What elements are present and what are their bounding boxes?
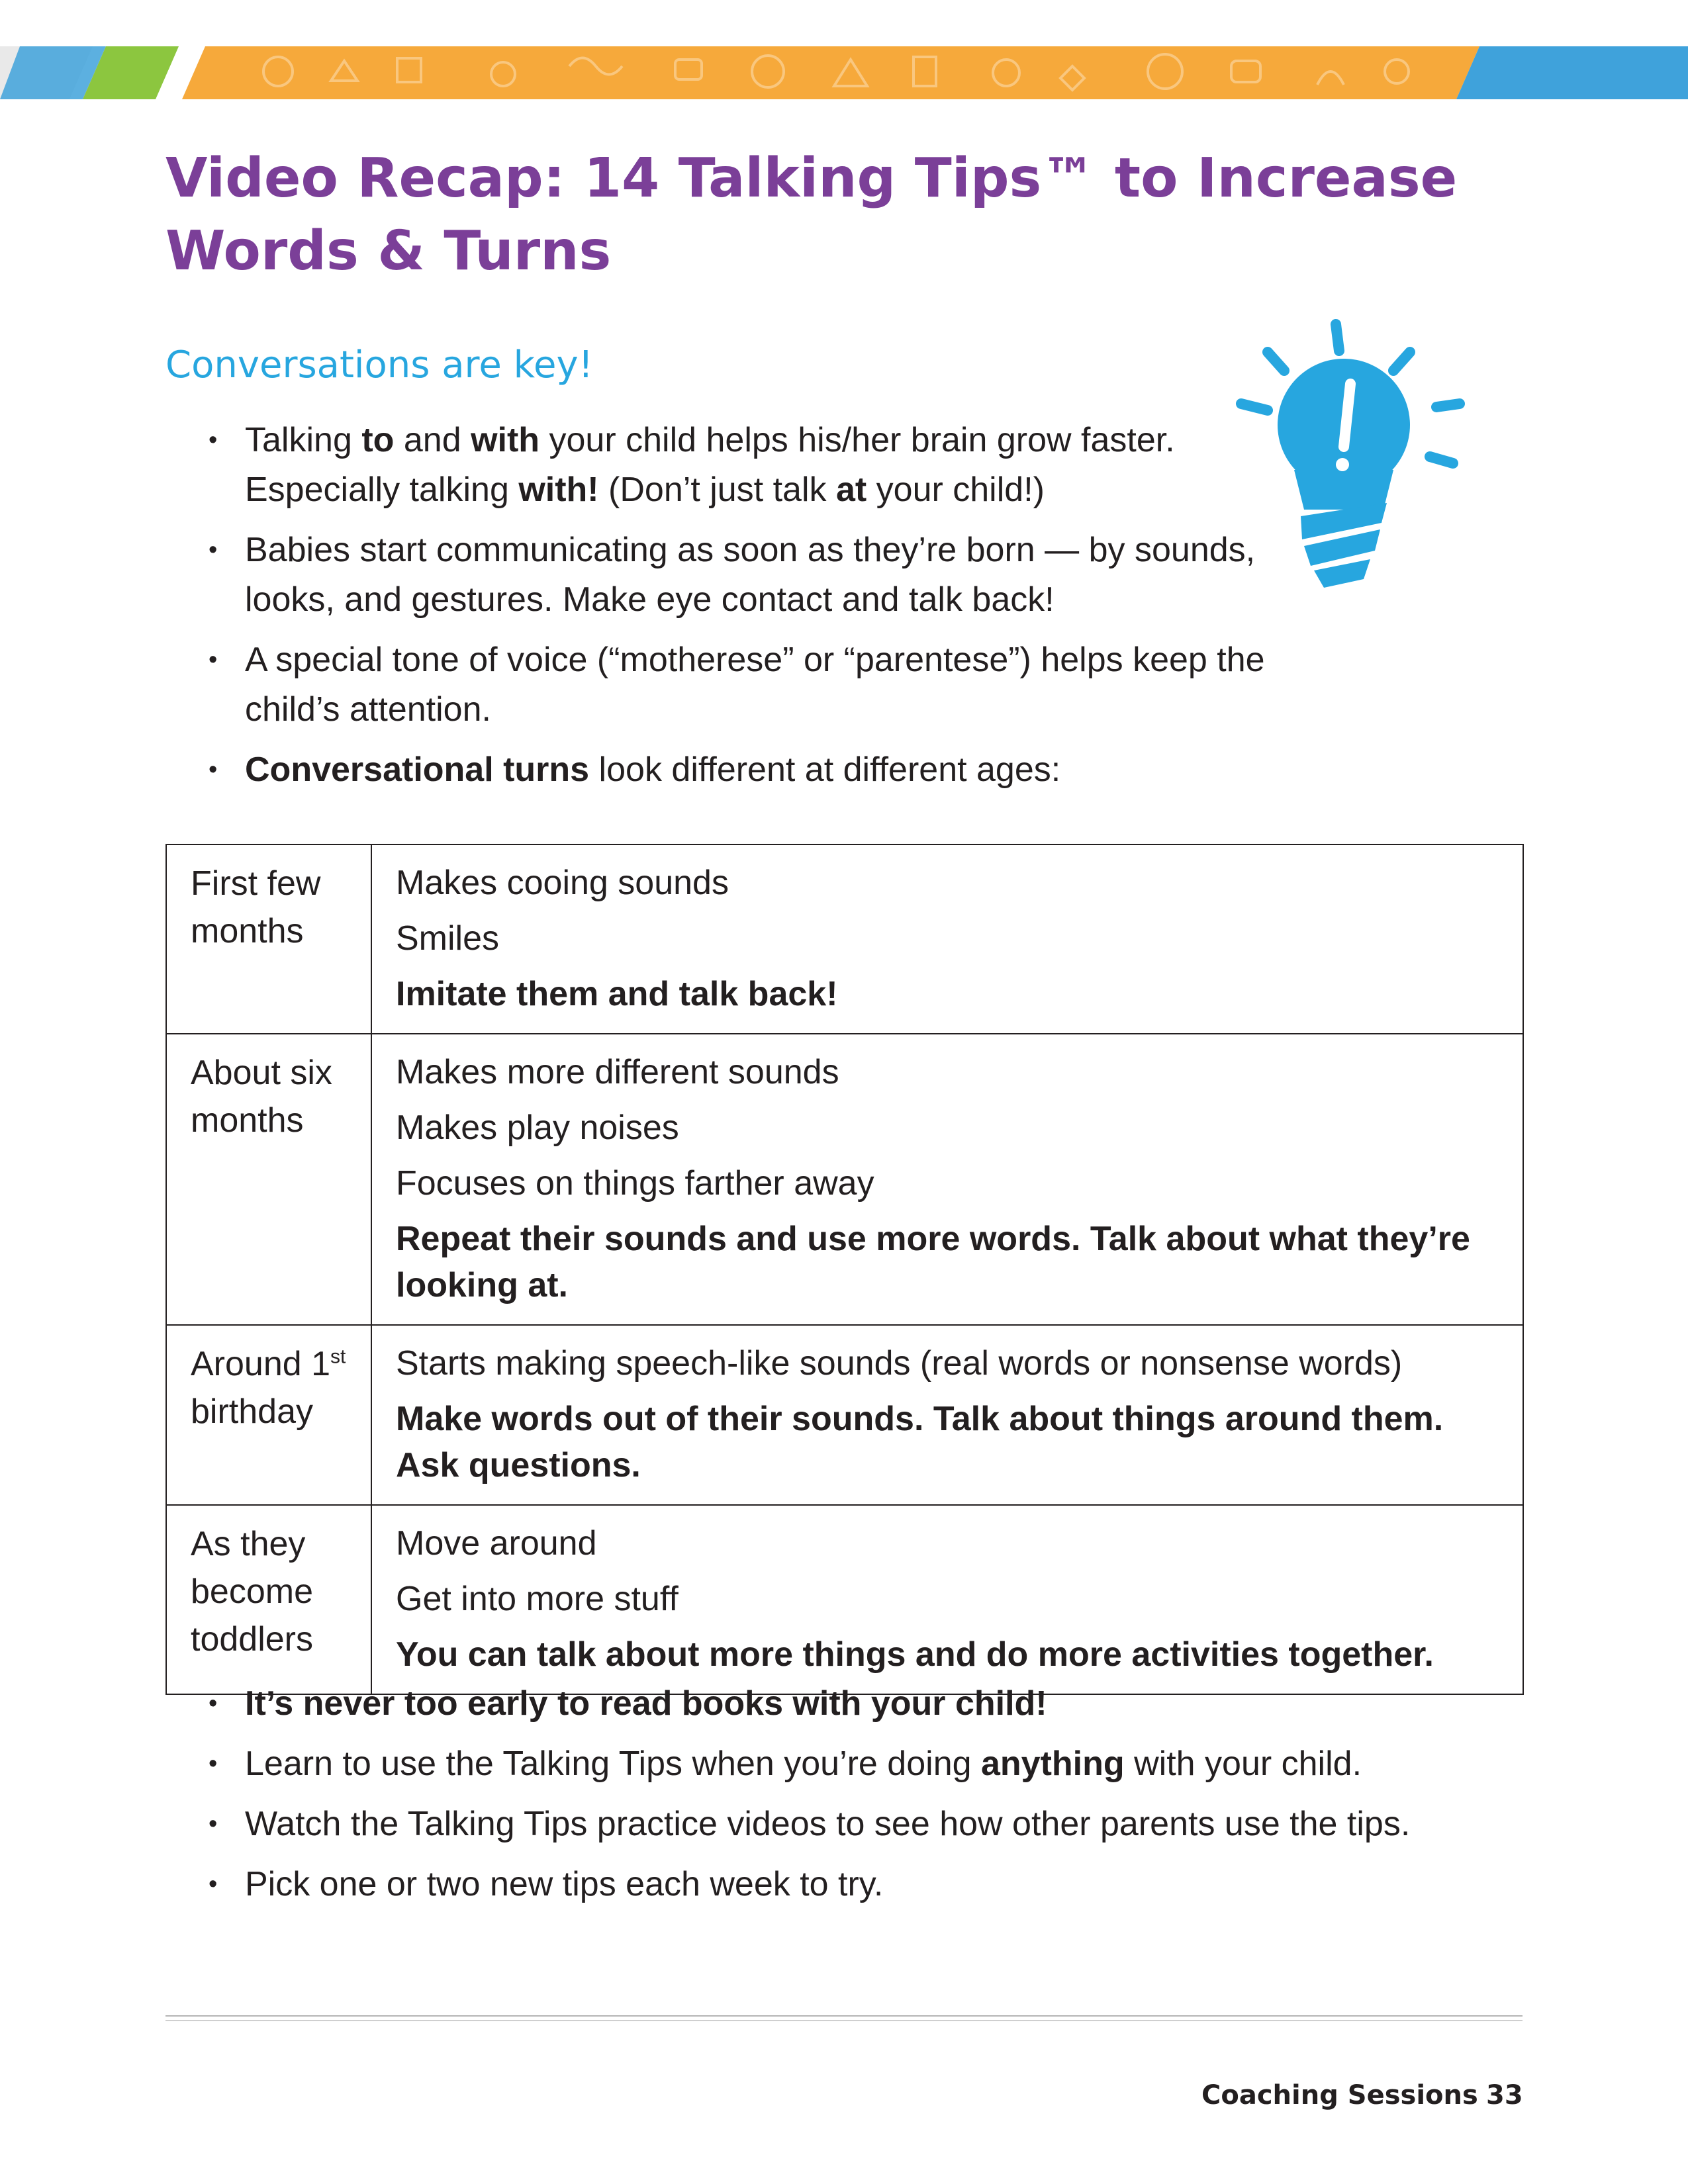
behavior-item: Starts making speech-like sounds (real words or nonsense words) xyxy=(396,1344,1403,1383)
behavior-item: Get into more stuff xyxy=(396,1580,679,1618)
page-number: 33 xyxy=(1486,2080,1523,2111)
tip-text: Imitate them and talk back! xyxy=(396,975,838,1013)
behavior-item: Move around xyxy=(396,1524,597,1563)
text-segment: your child!) xyxy=(867,471,1045,509)
text-segment: look different at different ages: xyxy=(589,751,1061,789)
age-label: become xyxy=(191,1572,313,1611)
bold-text: to xyxy=(361,421,395,459)
list-item xyxy=(209,1679,1466,1729)
behaviors-cell xyxy=(371,844,1523,1034)
bold-text: anything xyxy=(980,1745,1125,1783)
table-row xyxy=(166,844,1523,1034)
behavior-item: Makes cooing sounds xyxy=(396,864,729,902)
age-cell xyxy=(166,1505,371,1694)
footer-divider xyxy=(165,2020,1523,2021)
age-label: months xyxy=(191,912,304,950)
page-title xyxy=(165,142,1489,288)
behavior-item: Focuses on things farther away xyxy=(396,1164,874,1203)
age-cell xyxy=(166,1325,371,1505)
page-title-line-2: Words & Turns xyxy=(165,220,612,283)
text-segment: your child helps his/her brain grow faster. Especially talking xyxy=(245,421,1175,509)
tip-text: Repeat their sounds and use more words. Talk about what they’re looking at. xyxy=(396,1220,1470,1304)
behavior-item: Makes play noises xyxy=(396,1109,679,1147)
list-item: • Babies start communicating as soon as they’re born — by sounds, looks, and gestures. Make eye contact and talk back! xyxy=(209,525,1294,625)
list-item xyxy=(209,416,1294,515)
intro-bullet-list xyxy=(209,416,1294,805)
behavior-item: Smiles xyxy=(396,919,500,958)
page-title-line-1: Video Recap: 14 Talking Tips™ to Increase xyxy=(165,147,1458,210)
text-segment: Learn to use the Talking Tips when you’re doing xyxy=(245,1745,981,1783)
bold-text: Conversational turns xyxy=(245,751,590,789)
tip-text: Make words out of their sounds. Talk about things around them. Ask questions. xyxy=(396,1400,1444,1484)
text-segment: Talking xyxy=(245,421,362,459)
ordinal-suffix: st xyxy=(330,1345,346,1368)
behaviors-cell xyxy=(371,1325,1523,1505)
age-label: About six xyxy=(191,1054,332,1092)
list-item: • Pick one or two new tips each week to try. xyxy=(209,1860,1466,1909)
list-item: • A special tone of voice (“motherese” or “parentese”) helps keep the child’s attention. xyxy=(209,635,1294,735)
text-segment: (Don’t just talk xyxy=(598,471,836,509)
list-item xyxy=(209,1739,1466,1789)
age-label: First few xyxy=(191,864,321,903)
age-stages-table xyxy=(165,844,1524,1695)
text-segment: and xyxy=(394,421,471,459)
age-label: As they xyxy=(191,1525,306,1563)
table-row xyxy=(166,1505,1523,1694)
behaviors-cell xyxy=(371,1505,1523,1694)
table-row xyxy=(166,1325,1523,1505)
list-item: • Watch the Talking Tips practice videos to see how other parents use the tips. xyxy=(209,1799,1466,1849)
bold-text: at xyxy=(835,471,867,509)
age-cell xyxy=(166,1034,371,1325)
section-subtitle: Conversations are key! xyxy=(165,343,594,387)
bold-text: with xyxy=(471,421,540,459)
behavior-item: Makes more different sounds xyxy=(396,1053,839,1091)
behaviors-cell xyxy=(371,1034,1523,1325)
age-label: birthday xyxy=(191,1392,313,1431)
bold-text: It’s never too early to read books with your child! xyxy=(245,1684,1047,1723)
summary-bullet-list xyxy=(209,1679,1466,1920)
list-item xyxy=(209,745,1294,795)
header-banner xyxy=(0,0,1688,99)
age-label: months xyxy=(191,1101,304,1140)
footer-divider xyxy=(165,2015,1523,2017)
text-segment: with your child. xyxy=(1124,1745,1362,1783)
age-label: toddlers xyxy=(191,1620,313,1659)
age-label: Around 1 xyxy=(191,1345,331,1383)
bold-text: with! xyxy=(518,471,599,509)
tip-text: You can talk about more things and do more activities together. xyxy=(396,1635,1434,1674)
table-row xyxy=(166,1034,1523,1325)
footer-section-title: Coaching Sessions xyxy=(1201,2080,1478,2111)
age-cell xyxy=(166,844,371,1034)
